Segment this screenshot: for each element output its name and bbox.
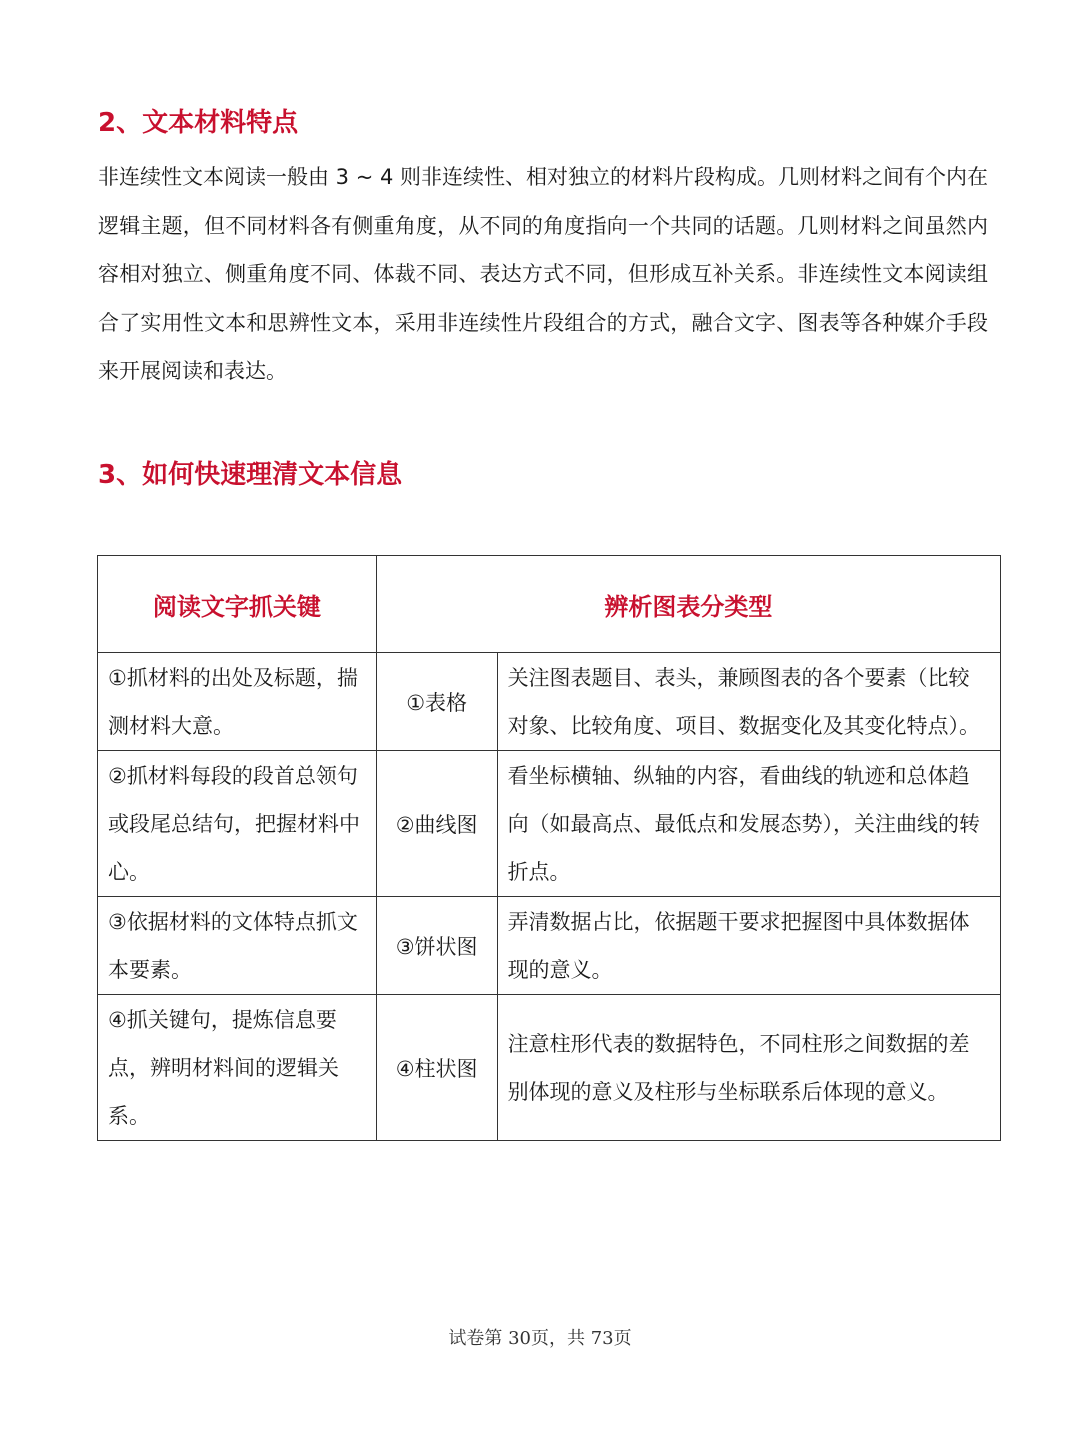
row-4-reading-tip: ④抓关键句，提炼信息要点，辨明材料间的逻辑关系。 [98,995,377,1141]
table-row [98,751,1001,897]
info-table [97,555,1001,1141]
header-reading-keys: 阅读文字抓关键 [98,556,377,653]
section-2-heading: 2、文本材料特点 [98,108,299,138]
row-3-chart-desc: 弄清数据占比，依据题干要求把握图中具体数据体现的意义。 [497,897,1000,995]
row-1-reading-tip: ①抓材料的出处及标题，揣测材料大意。 [98,653,377,751]
table-row [98,995,1001,1141]
row-2-chart-desc: 看坐标横轴、纵轴的内容，看曲线的轨迹和总体趋向（如最高点、最低点和发展态势），关注曲线的转折点。 [497,751,1000,897]
row-4-chart-desc: 注意柱形代表的数据特色，不同柱形之间数据的差别体现的意义及柱形与坐标联系后体现的意义。 [497,995,1000,1141]
table-header-row [98,556,1001,653]
page-footer: 试卷第 30页，共 73页 [448,1328,632,1349]
section-3-heading: 3、如何快速理清文本信息 [98,460,403,490]
row-3-reading-tip: ③依据材料的文体特点抓文本要素。 [98,897,377,995]
row-1-chart-type: ①表格 [376,653,497,751]
row-1-chart-desc: 关注图表题目、表头，兼顾图表的各个要素（比较对象、比较角度、项目、数据变化及其变化特点）。 [497,653,1000,751]
section-2-paragraph: 非连续性文本阅读一般由 3 ~ 4 则非连续性、相对独立的材料片段构成。几则材料之间有个内在逻辑主题，但不同材料各有侧重角度，从不同的角度指向一个共同的话题。几则材料之间虽然内容相对独立、侧重角度不同、体裁不同、表达方式不同，但形成互补关系。非连续性文本阅读组合了实用性文本和思辨性文本，采用非连续性片段组合的方式，融合文字、图表等各种媒介手段来开展阅读和表达。 [98,165,989,383]
row-2-reading-tip: ②抓材料每段的段首总领句或段尾总结句，把握材料中心。 [98,751,377,897]
header-chart-types: 辨析图表分类型 [376,556,1000,653]
row-2-chart-type: ②曲线图 [376,751,497,897]
row-3-chart-type: ③饼状图 [376,897,497,995]
table-row [98,653,1001,751]
table-row [98,897,1001,995]
row-4-chart-type: ④柱状图 [376,995,497,1141]
